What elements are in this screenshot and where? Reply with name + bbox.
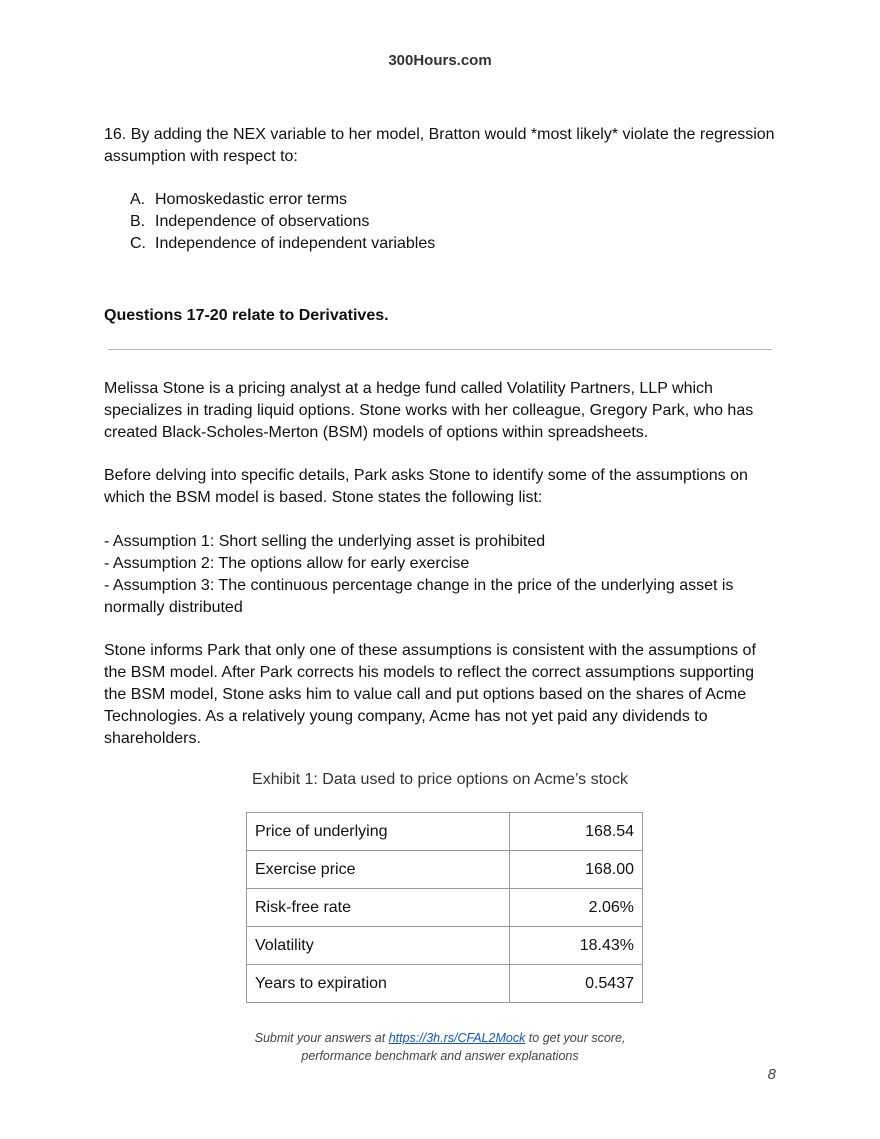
row-value: 2.06% (510, 889, 643, 927)
mock-exam-link[interactable]: https://3h.rs/CFAL2Mock (388, 1031, 526, 1045)
table-row (247, 927, 643, 965)
exhibit-title: Exhibit 1: Data used to price options on Acme’s stock (252, 771, 628, 788)
option-letter: A. (130, 191, 146, 208)
site-header: 300Hours.com (388, 52, 492, 69)
option-b (130, 211, 435, 233)
row-label: Risk-free rate (247, 889, 510, 927)
row-label: Volatility (247, 927, 510, 965)
exhibit-table (246, 812, 643, 1003)
section-divider (108, 349, 772, 350)
question-16-text: 16. By adding the NEX variable to her model, Bratton would *most likely* violate the regression assumption with respect to: (104, 126, 775, 165)
row-value: 168.54 (510, 813, 643, 851)
table-row (247, 813, 643, 851)
assumption-1: - Assumption 1: Short selling the underlying asset is prohibited (104, 533, 546, 550)
option-c (130, 233, 435, 255)
table-row (247, 889, 643, 927)
assumption-3: - Assumption 3: The continuous percentage change in the price of the underlying asset is normally distributed (104, 577, 734, 616)
footer-note (0, 1029, 880, 1065)
row-label: Years to expiration (247, 965, 510, 1003)
row-label: Price of underlying (247, 813, 510, 851)
vignette-paragraph-1: Melissa Stone is a pricing analyst at a hedge fund called Volatility Partners, LLP which specializes in trading liquid options. Stone works with her colleague, Gregory Park, who has created Black-Scholes-Merton (BSM) models of options within spreadsheets. (104, 380, 754, 441)
row-value: 0.5437 (510, 965, 643, 1003)
page-number: 8 (767, 1066, 776, 1083)
vignette-paragraph-3: Stone informs Park that only one of these assumptions is consistent with the assumptions of the BSM model. After Park corrects his models to reflect the correct assumptions supporting the BSM model, Stone asks him to value call and put options based on the shares of Acme Technologies. As a relatively young company, Acme has not yet paid any dividends to shareholders. (104, 642, 756, 747)
option-letter: B. (130, 213, 146, 230)
footer-line-1 (0, 1029, 880, 1047)
assumption-2: - Assumption 2: The options allow for early exercise (104, 555, 470, 572)
footer-prefix: Submit your answers at (254, 1031, 389, 1045)
option-text: Homoskedastic error terms (155, 191, 348, 208)
answer-options (130, 189, 435, 255)
row-label: Exercise price (247, 851, 510, 889)
table-row (247, 851, 643, 889)
assumption-list (104, 531, 776, 619)
option-text: Independence of observations (155, 213, 370, 230)
option-a (130, 189, 435, 211)
row-value: 168.00 (510, 851, 643, 889)
section-heading: Questions 17-20 relate to Derivatives. (104, 307, 389, 324)
vignette-paragraph-2: Before delving into specific details, Park asks Stone to identify some of the assumptions on which the BSM model is based. Stone states the following list: (104, 467, 748, 506)
option-letter: C. (130, 235, 146, 252)
footer-line-2: performance benchmark and answer explanations (301, 1049, 579, 1063)
footer-suffix: to get your score, (525, 1031, 626, 1045)
row-value: 18.43% (510, 927, 643, 965)
table-row (247, 965, 643, 1003)
option-text: Independence of independent variables (155, 235, 436, 252)
